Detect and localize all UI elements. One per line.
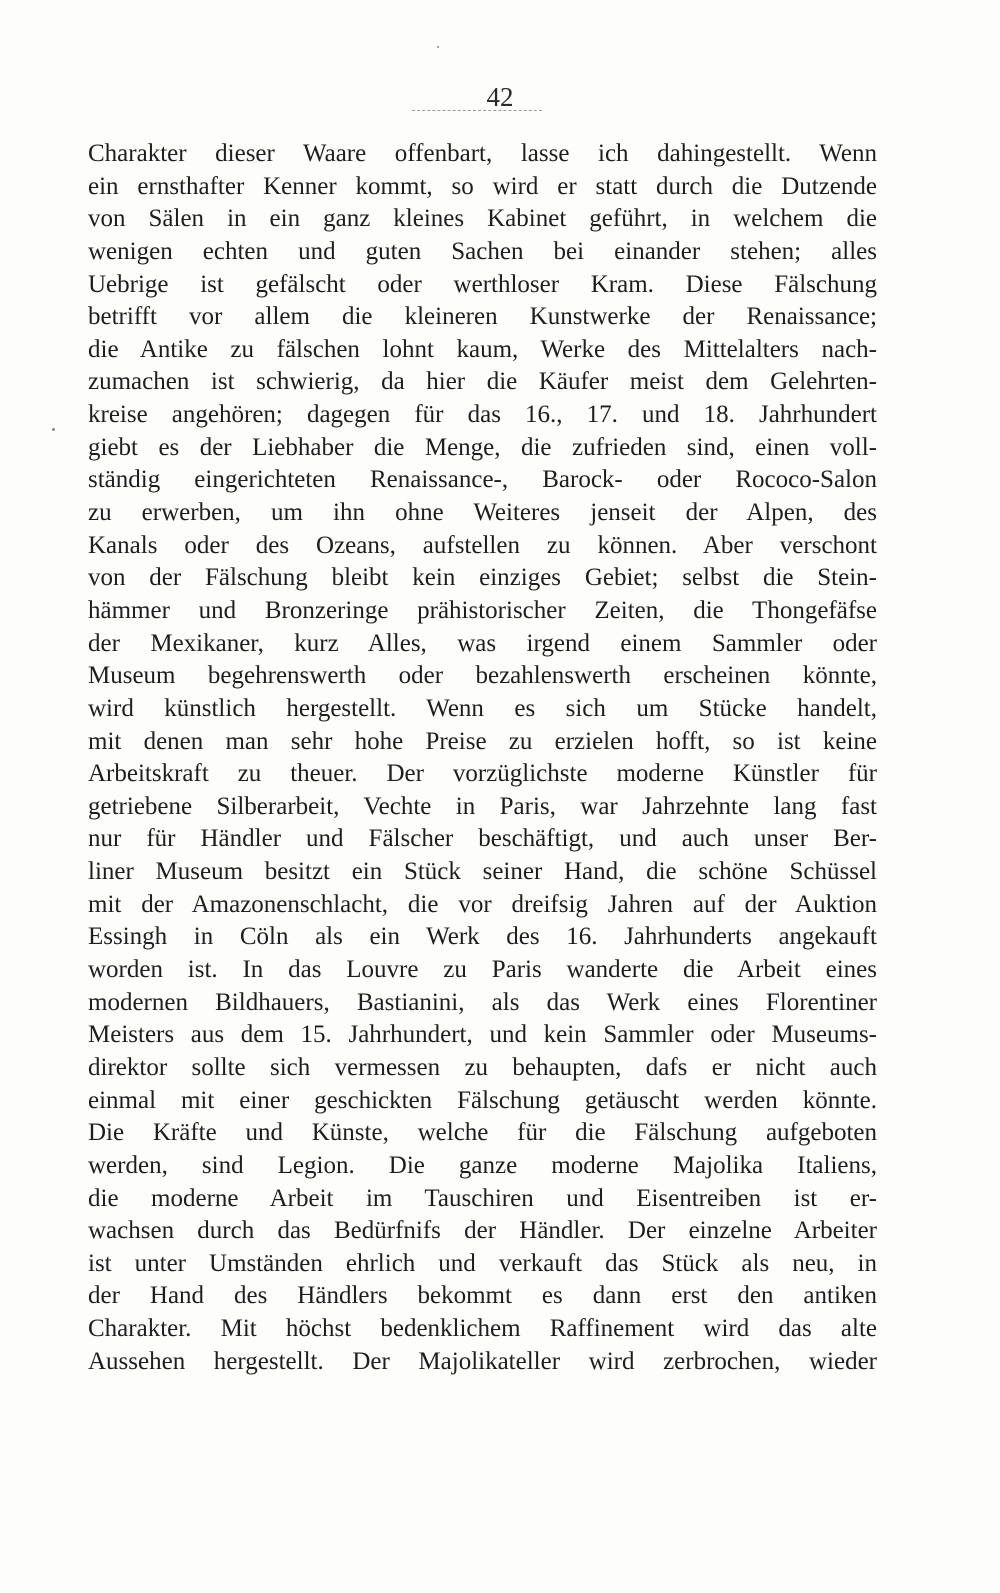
text-line: der Mexikaner, kurz Alles, was irgend einem Sammler oder — [88, 629, 877, 657]
text-line: zumachen ist schwierig, da hier die Käufer meist dem Gelehrten- — [88, 368, 877, 396]
text-line: ständig eingerichteten Renaissance-, Barock- oder Rococo-Salon — [88, 466, 877, 494]
text-line: werden, sind Legion. Die ganze moderne Majolika Italiens, — [88, 1151, 877, 1179]
text-line: mit denen man sehr hohe Preise zu erzielen hofft, so ist keine — [88, 727, 877, 755]
text-line: von Sälen in ein ganz kleines Kabinet geführt, in welchem die — [88, 205, 877, 233]
text-line: wachsen durch das Bedürfnifs der Händler. Der einzelne Arbeiter — [88, 1217, 877, 1245]
text-line: einmal mit einer geschickten Fälschung getäuscht werden könnte. — [88, 1086, 877, 1114]
page-number: 42 — [486, 82, 514, 112]
text-line: direktor sollte sich vermessen zu behaupten, dafs er nicht auch — [88, 1053, 877, 1081]
text-line: Aussehen hergestellt. Der Majolikateller wird zerbrochen, wieder — [88, 1347, 877, 1375]
text-line: der Hand des Händlers bekommt es dann erst den antiken — [88, 1282, 877, 1310]
text-line: von der Fälschung bleibt kein einziges Gebiet; selbst die Stein- — [88, 564, 877, 592]
text-line: Arbeitskraft zu theuer. Der vorzüglichste moderne Künstler für — [88, 760, 877, 788]
text-line: Museum begehrenswerth oder bezahlenswerth erscheinen könnte, — [88, 662, 877, 690]
text-line: die Antike zu fälschen lohnt kaum, Werke des Mittelalters nach- — [88, 335, 877, 363]
text-line: nur für Händler und Fälscher beschäftigt, und auch unser Ber- — [88, 825, 877, 853]
text-line: wird künstlich hergestellt. Wenn es sich um Stücke handelt, — [88, 694, 877, 722]
text-line: mit der Amazonenschlacht, die vor dreifsig Jahren auf der Auktion — [88, 890, 877, 918]
text-line: giebt es der Liebhaber die Menge, die zufrieden sind, einen voll- — [88, 433, 877, 461]
text-line: Charakter. Mit höchst bedenklichem Raffinement wird das alte — [88, 1315, 877, 1343]
text-line: ist unter Umständen ehrlich und verkauft das Stück als neu, in — [88, 1249, 877, 1277]
text-line: worden ist. In das Louvre zu Paris wanderte die Arbeit eines — [88, 956, 877, 984]
text-line: zu erwerben, um ihn ohne Weiteres jenseit der Alpen, des — [88, 499, 877, 527]
text-line: modernen Bildhauers, Bastianini, als das Werk eines Florentiner — [88, 988, 877, 1016]
text-line: Die Kräfte und Künste, welche für die Fälschung aufgeboten — [88, 1119, 877, 1147]
page-number-rule — [412, 110, 542, 111]
body-text — [88, 138, 877, 1378]
print-speck — [52, 428, 55, 431]
text-line: kreise angehören; dagegen für das 16., 17. und 18. Jahrhundert — [88, 401, 877, 429]
text-line: liner Museum besitzt ein Stück seiner Hand, die schöne Schüssel — [88, 858, 877, 886]
text-line: Uebrige ist gefälscht oder werthloser Kram. Diese Fälschung — [88, 270, 877, 298]
text-line: die moderne Arbeit im Tauschiren und Eisentreiben ist er- — [88, 1184, 877, 1212]
text-line: ein ernsthafter Kenner kommt, so wird er statt durch die Dutzende — [88, 172, 877, 200]
text-line: Charakter dieser Waare offenbart, lasse ich dahingestellt. Wenn — [88, 140, 877, 167]
text-line: wenigen echten und guten Sachen bei einander stehen; alles — [88, 237, 877, 265]
text-line: Kanals oder des Ozeans, aufstellen zu können. Aber verschont — [88, 531, 877, 559]
text-line: Essingh in Cöln als ein Werk des 16. Jahrhunderts angekauft — [88, 923, 877, 951]
text-line: hämmer und Bronzeringe prähistorischer Zeiten, die Thongefäfse — [88, 596, 877, 624]
print-speck — [437, 46, 439, 48]
text-line: Meisters aus dem 15. Jahrhundert, und kein Sammler oder Museums- — [88, 1021, 877, 1049]
text-line: getriebene Silberarbeit, Vechte in Paris, war Jahrzehnte lang fast — [88, 792, 877, 820]
text-line: betrifft vor allem die kleineren Kunstwerke der Renaissance; — [88, 303, 877, 331]
